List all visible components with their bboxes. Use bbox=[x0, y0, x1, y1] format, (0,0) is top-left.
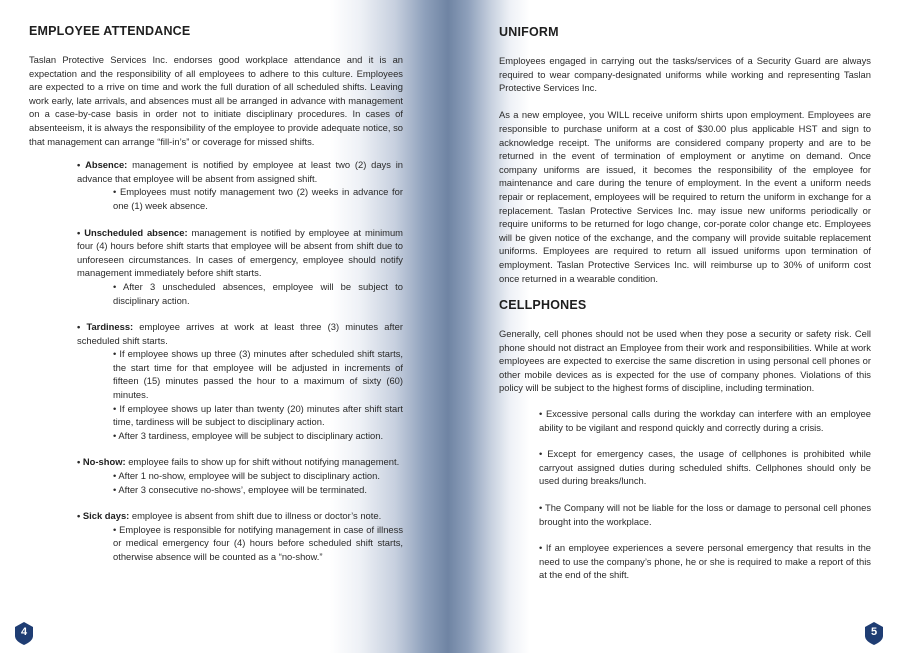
absence-sub-item: • Employees must notify management two (2) weeks in advance for one (1) week absence. bbox=[113, 186, 403, 211]
page-number-badge-left bbox=[14, 622, 34, 645]
page-number-right: 5 bbox=[870, 626, 878, 638]
absence-item: • Absence: management is notified by employee at least two (2) days in advance that employee will be absent from assigned shift. bbox=[77, 159, 404, 184]
uniform-heading: UNIFORM bbox=[499, 25, 559, 39]
noshow-sub-item: • After 1 no-show, employee will be subject to disciplinary action. bbox=[113, 470, 380, 482]
sick-item: • Sick days: employee is absent from shift due to illness or doctor’s note. bbox=[77, 510, 382, 522]
page-number-badge-right bbox=[864, 622, 884, 645]
tardiness-sub-item: • If employee shows up three (3) minutes after scheduled shift starts, the start time for that employee will be adjusted in increments of fifteen (15) minutes passed the hour to a maximum of sixty (60) minutes. bbox=[113, 348, 403, 401]
attendance-section bbox=[29, 23, 403, 564]
unscheduled-text: management is notified by employee at minimum four (4) hours before shift starts that employee will be absent from shift due to unforeseen circumstances. In cases of emergency, employee should notify management immediately before shift starts. bbox=[77, 226, 403, 279]
tardiness-sub-text: After 3 tardiness, employee will be subject to disciplinary action. bbox=[118, 429, 384, 441]
tardiness-text: employee arrives at work at least three (3) minutes after scheduled shift starts. bbox=[77, 321, 403, 346]
tardiness-sub-text: If employee shows up three (3) minutes after scheduled shift starts, the start time for that employee will be adjusted in increments of fifteen (15) minutes passed the hour to a maximum of sixty (60) minutes. bbox=[113, 348, 403, 401]
noshow-sub-text: After 1 no-show, employee will be subject to disciplinary action. bbox=[118, 470, 380, 482]
tardiness-term: Tardiness: bbox=[86, 321, 134, 333]
right-content bbox=[499, 24, 871, 582]
uniform-paragraph: Employees engaged in carrying out the tasks/services of a Security Guard are always required to wear company-designated uniforms while working and representing Taslan Protective Services Inc. bbox=[499, 55, 871, 94]
cellphones-heading: CELLPHONES bbox=[499, 298, 587, 313]
cellphone-bullet: • Excessive personal calls during the workday can interfere with an employee ability to be vigilant and respond quickly and correctly during a crisis. bbox=[539, 408, 871, 433]
cellphone-bullet: • The Company will not be liable for the loss or damage to personal cell phones brought into the workplace. bbox=[539, 502, 872, 527]
tardiness-item: • Tardiness: employee arrives at work at least three (3) minutes after scheduled shift starts. bbox=[77, 321, 403, 346]
sick-sub-text: Employee is responsible for notifying management in case of illness or medical emergency four (4) hours before scheduled shift starts, otherwise absence will be counted as a “no-show.” bbox=[113, 523, 404, 562]
uniform-paragraph: As a new employee, you WILL receive uniform shirts upon employment. Employees are responsible to purchase uniform at a cost of $30.00 plus applicable HST and sign to acknowledge receipt. The uniforms are considered company property and are to be returned in the event of termination of employment or anytime on demand. Once company uniforms are issued, it becomes the responsibility of the employee for maintenance and care during the tenure of employment. In the event a uniform needs repair or replacement, employees will be required to return the uniform in exchange for a replacement. Taslan Protective Services Inc. may issue new uniforms periodically or require uniforms to be returned for logo change, cor-porate color change etc. Employees will be given notice of the exchange, and the company will provide suitable replacement uniforms. Employees are required to return all issued uniforms upon termination of employment. Taslan Protective Services Inc. will reimburse up to 30% of uniform cost once returned in a wearable condition. bbox=[499, 109, 871, 284]
attendance-intro: Taslan Protective Services Inc. endorses good workplace attendance and it is an expectation and the responsibility of all employees to adhere to this culture. Employees are expected to a rrive on time and work the full duration of all scheduled shifts. Leaving work early, late arrivals, and absences must all be arranged in advance with management on a case-by-case basis in order not to initiate disciplinary procedures. In cases of absenteeism, it is always the responsibility of the employee to provide adequate notice, so that management can arrange “fill-in’s” or coverage for missed shifts. bbox=[29, 54, 403, 147]
noshow-sub-text: After 3 consecutive no-shows’, employee will be terminated. bbox=[118, 483, 367, 495]
cellphone-bullet-text: Excessive personal calls during the workday can interfere with an employee ability to be vigilant and respond quickly and correctly during a crisis. bbox=[539, 408, 871, 433]
sick-sub-item: • Employee is responsible for notifying management in case of illness or medical emergency four (4) hours before scheduled shift starts, otherwise absence will be counted as a “no-show.” bbox=[113, 523, 404, 562]
cellphone-bullet-text: The Company will not be liable for the loss or damage to personal cell phones brought into the workplace. bbox=[539, 502, 872, 527]
unscheduled-item: • Unscheduled absence: management is notified by employee at minimum four (4) hours before shift starts that employee will be absent from shift due to unforeseen circumstances. In cases of emergency, employee should notify management immediately before shift starts. bbox=[77, 226, 403, 279]
page-number-left: 4 bbox=[20, 626, 28, 638]
cellphone-bullet: • If an employee experiences a severe personal emergency that results in the need to use the company’s phone, he or she is required to make a report of this at the end of the shift. bbox=[539, 542, 872, 581]
cellphone-bullet: • Except for emergency cases, the usage of cellphones is prohibited while carryout assigned duties during scheduled shifts. Cellphones should only be used during breaks/lunch. bbox=[539, 448, 871, 487]
sick-term: Sick days: bbox=[82, 510, 130, 522]
absence-text: management is notified by employee at least two (2) days in advance that employee will be absent from assigned shift. bbox=[77, 159, 404, 184]
cellphones-paragraph: Generally, cell phones should not be used when they pose a security or safety risk. Cell phone should not distract an Employee from their work and responsibilities. While at work employees are expected to exercise the same discretion in using personal cell phones or other mobile devices as is expected for the use of company phones. Violations of this policy will be subject to the highest forms of discipline, including termination. bbox=[499, 328, 871, 394]
unscheduled-term: Unscheduled absence: bbox=[84, 226, 188, 238]
tardiness-sub-text: If employee shows up later than twenty (20) minutes after shift start time, tardiness will be subject to disciplinary action. bbox=[113, 402, 404, 428]
unscheduled-sub-item: • After 3 unscheduled absences, employee will be subject to disciplinary action. bbox=[113, 280, 403, 306]
cellphone-bullet-text: If an employee experiences a severe personal emergency that results in the need to use the company’s phone, he or she is required to make a report of this at the end of the shift. bbox=[539, 542, 872, 581]
attendance-heading: EMPLOYEE ATTENDANCE bbox=[29, 24, 191, 38]
absence-sub-text: Employees must notify management two (2) weeks in advance for one (1) week absence. bbox=[113, 186, 403, 211]
noshow-text: employee fails to show up for shift without notifying management. bbox=[128, 456, 400, 468]
unscheduled-sub-text: After 3 unscheduled absences, employee will be subject to disciplinary action. bbox=[113, 280, 403, 306]
tardiness-sub-item: • If employee shows up later than twenty (20) minutes after shift start time, tardiness will be subject to disciplinary action. bbox=[113, 402, 404, 428]
right-page bbox=[450, 0, 899, 653]
absence-term: Absence: bbox=[85, 159, 128, 171]
left-page bbox=[0, 0, 449, 653]
noshow-term: No-show: bbox=[82, 456, 126, 468]
noshow-item: • No-show: employee fails to show up for shift without notifying management. bbox=[77, 456, 400, 468]
tardiness-sub-item: • After 3 tardiness, employee will be subject to disciplinary action. bbox=[113, 429, 384, 441]
sick-text: employee is absent from shift due to illness or doctor’s note. bbox=[131, 510, 382, 522]
cellphone-bullet-text: Except for emergency cases, the usage of cellphones is prohibited while carryout assigned duties during scheduled shifts. Cellphones should only be used during breaks/lunch. bbox=[539, 448, 871, 487]
noshow-sub-item: • After 3 consecutive no-shows’, employee will be terminated. bbox=[113, 483, 367, 495]
